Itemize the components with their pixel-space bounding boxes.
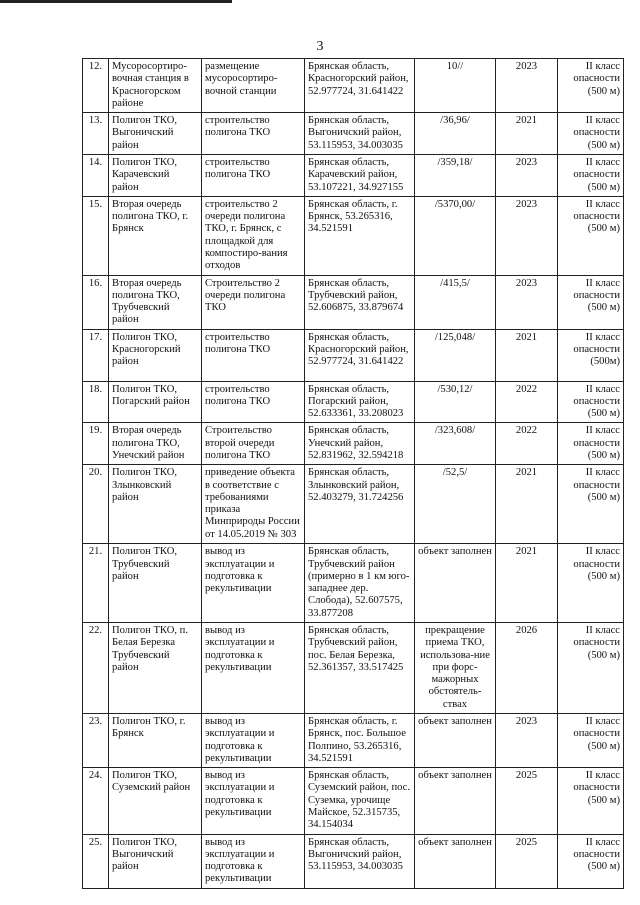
hazard-class: II класс опасности (500 м): [558, 544, 624, 623]
planned-activity: вывод из эксплуатации и подготовка к рекультивации: [202, 834, 305, 888]
hazard-class: II класс опасности (500 м): [558, 768, 624, 834]
object-name: Полигон ТКО, Трубчевский район: [109, 544, 202, 623]
object-name: Полигон ТКО, Выгоничский район: [109, 113, 202, 155]
table-row: [83, 329, 624, 381]
location-coordinates: Брянская область, г. Брянск, пос. Большое Полпино, 53.265316, 34.521591: [305, 713, 415, 767]
planned-activity: строительство 2 очереди полигона ТКО, г. Брянск, с площадкой для компостиро-вания отходов: [202, 196, 305, 275]
year: 2021: [496, 329, 558, 381]
row-number: 16.: [83, 275, 109, 329]
object-name: Полигон ТКО, п. Белая Березка Трубчевский район: [109, 623, 202, 714]
row-number: 13.: [83, 113, 109, 155]
planned-activity: вывод из эксплуатации и подготовка к рекультивации: [202, 544, 305, 623]
capacity-value: объект заполнен: [415, 544, 496, 623]
location-coordinates: Брянская область, Злынковский район, 52.403279, 31.724256: [305, 465, 415, 544]
hazard-class: II класс опасности (500м): [558, 329, 624, 381]
object-name: Вторая очередь полигона ТКО, Унечский район: [109, 423, 202, 465]
row-number: 22.: [83, 623, 109, 714]
location-coordinates: Брянская область, Карачевский район, 53.107221, 34.927155: [305, 154, 415, 196]
capacity-value: объект заполнен: [415, 768, 496, 834]
row-number: 17.: [83, 329, 109, 381]
location-coordinates: Брянская область, Выгоничский район, 53.115953, 34.003035: [305, 113, 415, 155]
capacity-value: /5370,00/: [415, 196, 496, 275]
hazard-class: II класс опасности (500 м): [558, 423, 624, 465]
year: 2023: [496, 275, 558, 329]
hazard-class: II класс опасности (500 м): [558, 275, 624, 329]
planned-activity: строительство полигона ТКО: [202, 154, 305, 196]
planned-activity: строительство полигона ТКО: [202, 113, 305, 155]
table-row: [83, 59, 624, 113]
capacity-value: /415,5/: [415, 275, 496, 329]
object-name: Вторая очередь полигона ТКО, Трубчевский район: [109, 275, 202, 329]
facilities-table: [82, 58, 624, 889]
table-row: [83, 154, 624, 196]
planned-activity: вывод из эксплуатации и подготовка к рекультивации: [202, 768, 305, 834]
table-row: [83, 623, 624, 714]
table-row: [83, 423, 624, 465]
capacity-value: /125,048/: [415, 329, 496, 381]
row-number: 14.: [83, 154, 109, 196]
hazard-class: II класс опасности (500 м): [558, 623, 624, 714]
location-coordinates: Брянская область, Суземский район, пос. Суземка, урочище Майское, 52.315735, 34.154034: [305, 768, 415, 834]
hazard-class: II класс опасности (500 м): [558, 113, 624, 155]
capacity-value: объект заполнен: [415, 713, 496, 767]
table-row: [83, 381, 624, 423]
year: 2023: [496, 713, 558, 767]
location-coordinates: Брянская область, Трубчевский район, пос. Белая Березка, 52.361357, 33.517425: [305, 623, 415, 714]
object-name: Мусоросортиро-вочная станция в Красногорском районе: [109, 59, 202, 113]
hazard-class: II класс опасности (500 м): [558, 196, 624, 275]
location-coordinates: Брянская область, Унечский район, 52.831962, 32.594218: [305, 423, 415, 465]
location-coordinates: Брянская область, Трубчевский район (примерно в 1 км юго-западнее дер. Слобода), 52.607575, 33.877208: [305, 544, 415, 623]
hazard-class: II класс опасности (500 м): [558, 381, 624, 423]
year: 2021: [496, 465, 558, 544]
object-name: Полигон ТКО, Выгоничский район: [109, 834, 202, 888]
object-name: Полигон ТКО, Карачевский район: [109, 154, 202, 196]
hazard-class: II класс опасности (500 м): [558, 713, 624, 767]
planned-activity: Строительство 2 очереди полигона ТКО: [202, 275, 305, 329]
planned-activity: вывод из эксплуатации и подготовка к рекультивации: [202, 713, 305, 767]
page-number: 3: [316, 39, 324, 54]
row-number: 25.: [83, 834, 109, 888]
planned-activity: приведение объекта в соответствие с требованиями приказа Минприроды России от 14.05.2019 № 303: [202, 465, 305, 544]
table-row: [83, 768, 624, 834]
planned-activity: размещение мусоросортиро-вочной станции: [202, 59, 305, 113]
table-row: [83, 196, 624, 275]
row-number: 24.: [83, 768, 109, 834]
capacity-value: /359,18/: [415, 154, 496, 196]
year: 2021: [496, 113, 558, 155]
year: 2022: [496, 423, 558, 465]
table-row: [83, 465, 624, 544]
row-number: 23.: [83, 713, 109, 767]
top-rule: [0, 0, 232, 3]
table-row: [83, 544, 624, 623]
table-row: [83, 834, 624, 888]
row-number: 15.: [83, 196, 109, 275]
location-coordinates: Брянская область, г. Брянск, 53.265316, 34.521591: [305, 196, 415, 275]
object-name: Вторая очередь полигона ТКО, г. Брянск: [109, 196, 202, 275]
location-coordinates: Брянская область, Выгоничский район, 53.115953, 34.003035: [305, 834, 415, 888]
capacity-value: прекращение приема ТКО, использова-ние при форс-мажорных обстоятель-ствах: [415, 623, 496, 714]
hazard-class: II класс опасности (500 м): [558, 834, 624, 888]
year: 2026: [496, 623, 558, 714]
planned-activity: Строительство второй очереди полигона ТКО: [202, 423, 305, 465]
year: 2022: [496, 381, 558, 423]
object-name: Полигон ТКО, Суземский район: [109, 768, 202, 834]
object-name: Полигон ТКО, Погарский район: [109, 381, 202, 423]
location-coordinates: Брянская область, Трубчевский район, 52.606875, 33.879674: [305, 275, 415, 329]
row-number: 21.: [83, 544, 109, 623]
capacity-value: объект заполнен: [415, 834, 496, 888]
row-number: 20.: [83, 465, 109, 544]
year: 2021: [496, 544, 558, 623]
location-coordinates: Брянская область, Красногорский район, 52.977724, 31.641422: [305, 329, 415, 381]
capacity-value: 10//: [415, 59, 496, 113]
object-name: Полигон ТКО, г. Брянск: [109, 713, 202, 767]
object-name: Полигон ТКО, Злынковский район: [109, 465, 202, 544]
table-row: [83, 275, 624, 329]
capacity-value: /530,12/: [415, 381, 496, 423]
year: 2023: [496, 154, 558, 196]
capacity-value: /36,96/: [415, 113, 496, 155]
hazard-class: II класс опасности (500 м): [558, 59, 624, 113]
row-number: 12.: [83, 59, 109, 113]
object-name: Полигон ТКО, Красногорский район: [109, 329, 202, 381]
hazard-class: II класс опасности (500 м): [558, 154, 624, 196]
planned-activity: строительство полигона ТКО: [202, 329, 305, 381]
year: 2025: [496, 834, 558, 888]
row-number: 19.: [83, 423, 109, 465]
row-number: 18.: [83, 381, 109, 423]
table-row: [83, 113, 624, 155]
table-row: [83, 713, 624, 767]
location-coordinates: Брянская область, Погарский район, 52.633361, 33.208023: [305, 381, 415, 423]
location-coordinates: Брянская область, Красногорский район, 52.977724, 31.641422: [305, 59, 415, 113]
planned-activity: вывод из эксплуатации и подготовка к рекультивации: [202, 623, 305, 714]
capacity-value: /52,5/: [415, 465, 496, 544]
year: 2023: [496, 196, 558, 275]
capacity-value: /323,608/: [415, 423, 496, 465]
hazard-class: II класс опасности (500 м): [558, 465, 624, 544]
planned-activity: строительство полигона ТКО: [202, 381, 305, 423]
year: 2025: [496, 768, 558, 834]
year: 2023: [496, 59, 558, 113]
